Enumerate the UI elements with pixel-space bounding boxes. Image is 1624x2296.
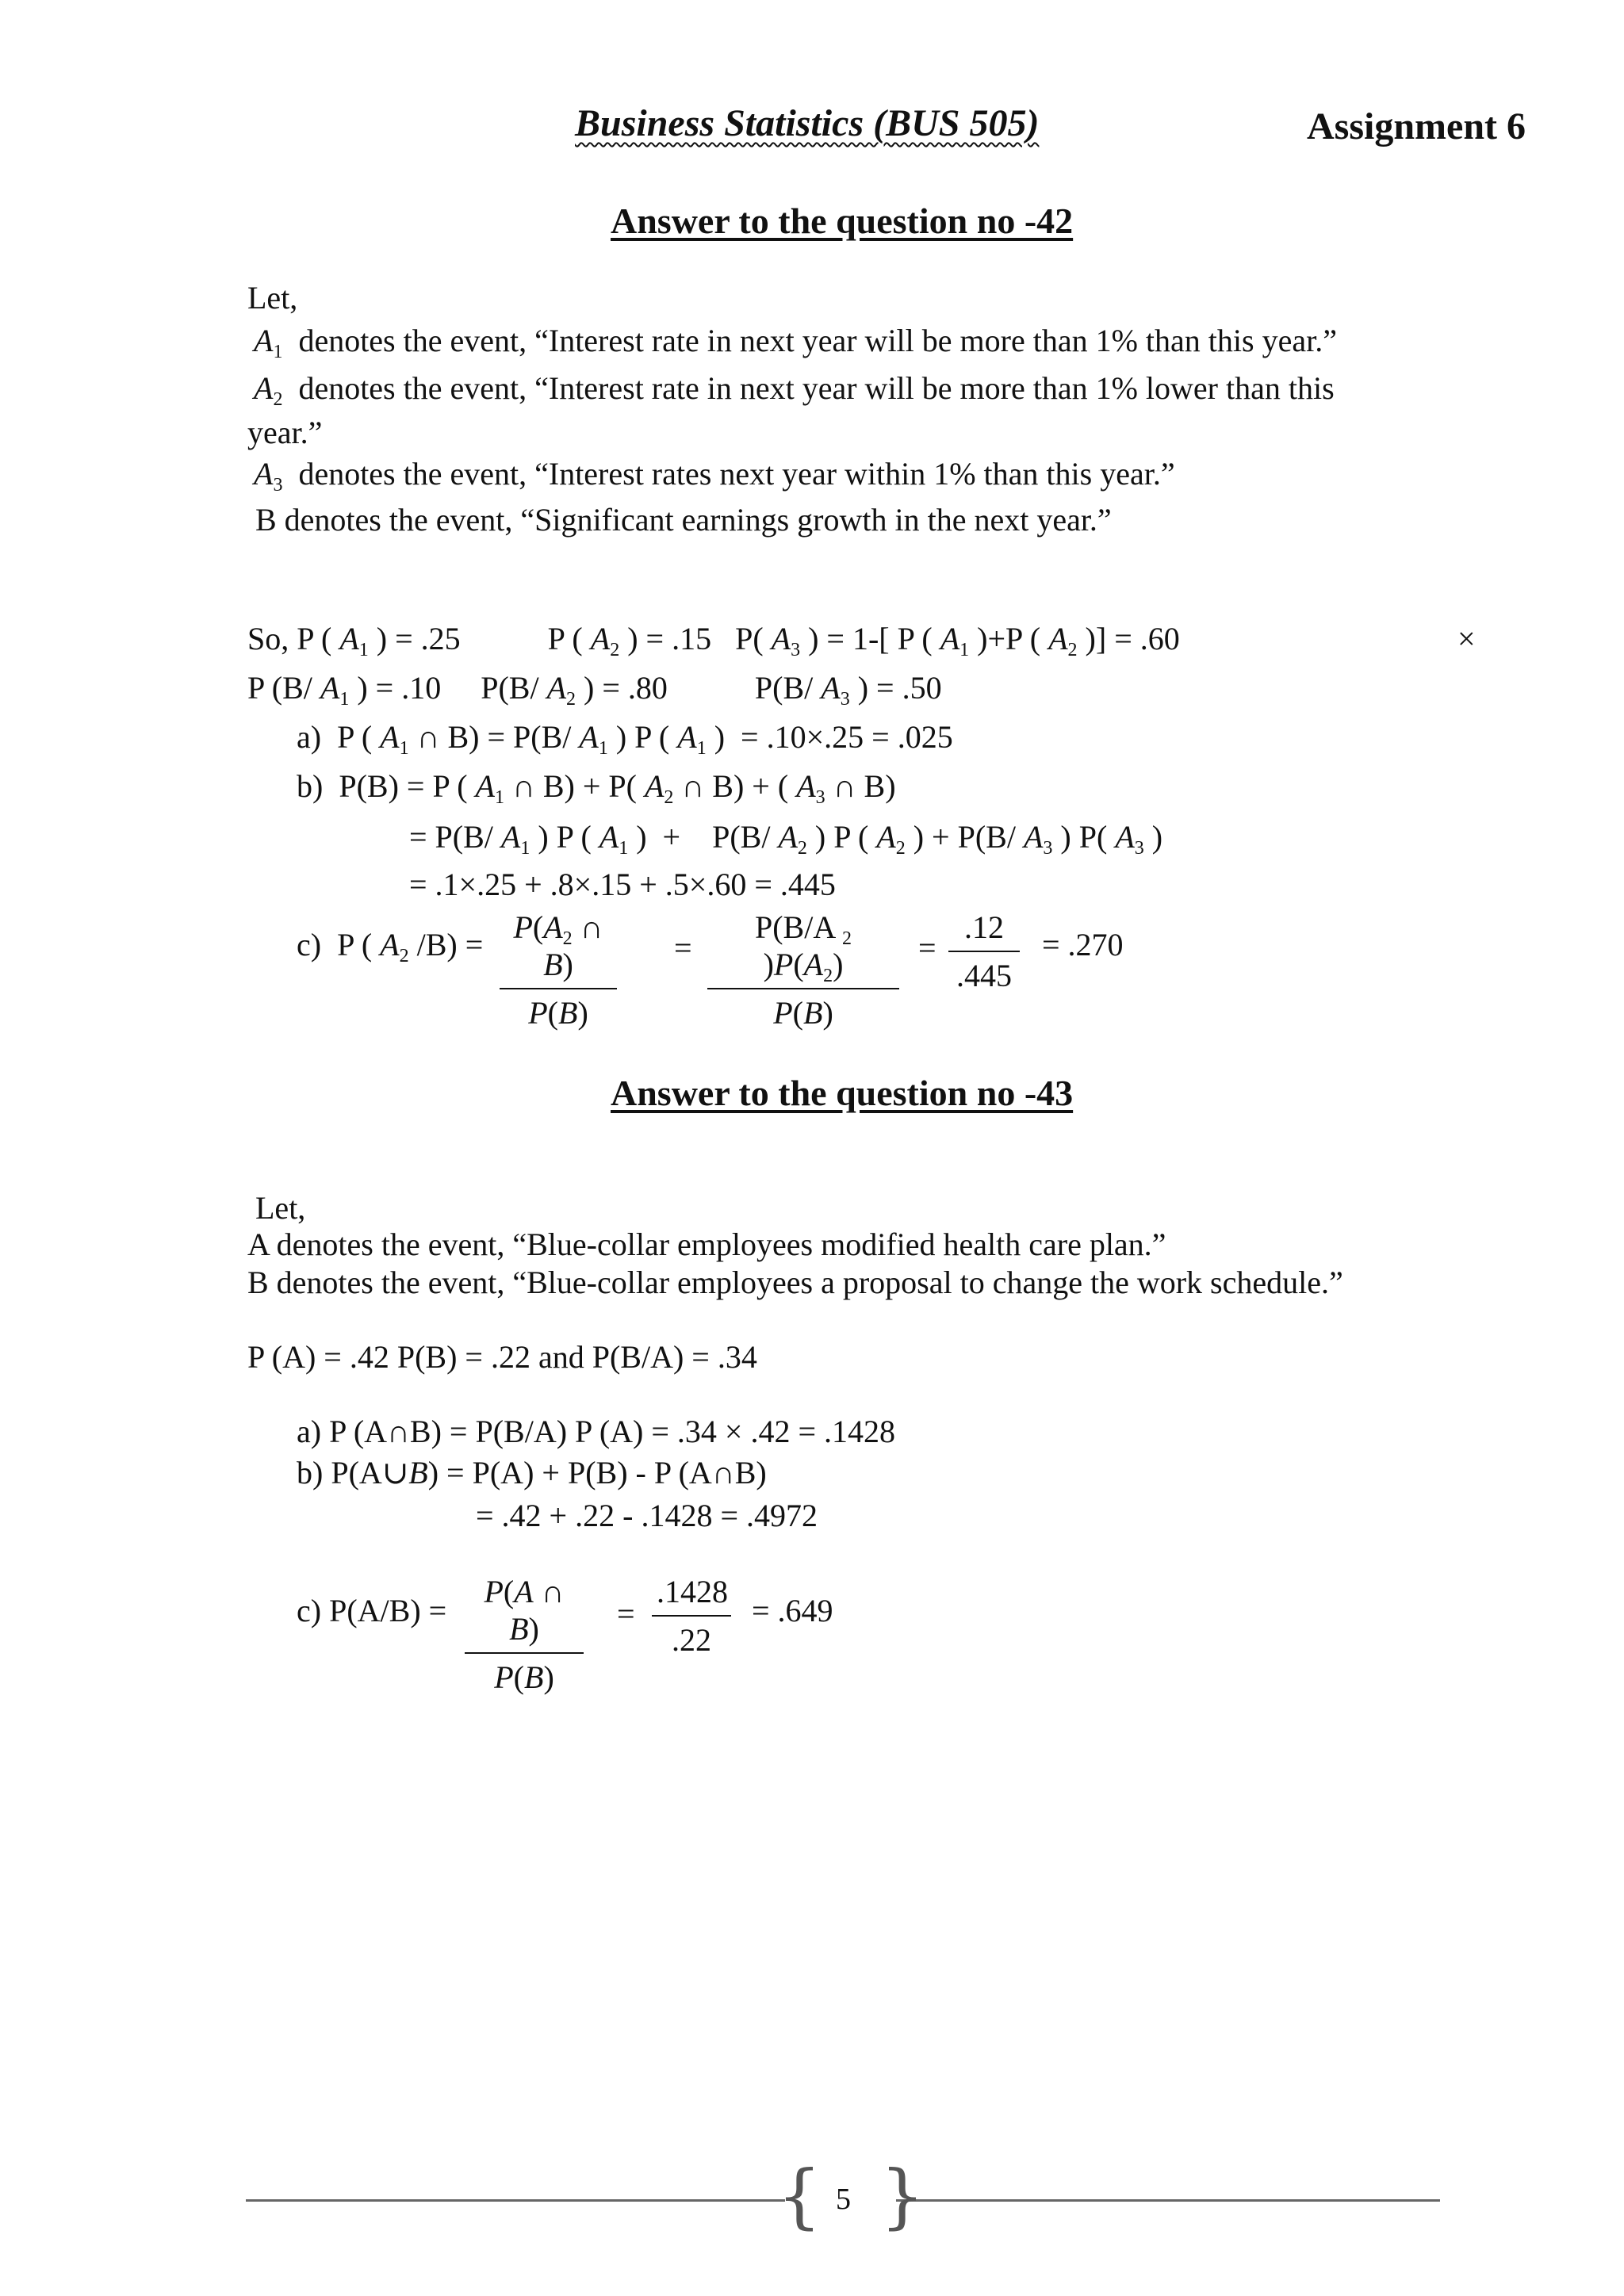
footer-rule-right (896, 2199, 1440, 2202)
q43-a-def: A denotes the event, “Blue-collar employees modified health care plan.” (247, 1226, 1166, 1262)
left-brace-icon: { (777, 2155, 822, 2237)
q42-a2-def-cont: year.” (247, 415, 323, 450)
q43-c-result: = .649 (752, 1593, 833, 1628)
q42-a2-def: $A_2$ denotes the event, “Interest rate in next year will be more than 1% lower than this (254, 370, 1335, 410)
q42-part-c-label: c) P ( $A_2$ /B) = (297, 927, 484, 966)
q42-b-def: B denotes the event, “Significant earnings growth in the next year.” (255, 502, 1112, 538)
q43-part-c-label: c) P(A/B) = (297, 1593, 447, 1628)
q42-c-eq2: = (918, 930, 936, 966)
q42-heading: Answer to the question no -42 (611, 201, 1074, 241)
q43-b-def: B denotes the event, “Blue-collar employees a proposal to change the work schedule.” (247, 1265, 1343, 1300)
footer-rule-left (246, 2199, 785, 2202)
q42-c-fraction-2: P(B/A $_2$ )$P(A_2)$ P(B) (707, 909, 899, 1031)
q43-part-b-line2: = .42 + .22 - .1428 = .4972 (476, 1498, 818, 1533)
q43-c-fraction-1: P(A ∩ B) P(B) (465, 1573, 584, 1696)
q42-part-b-line1: b) P(B) = P ( $A_1$ ∩ B) + P( $A_2$ ∩ B) + ( $A_3$ ∩ B) (297, 768, 896, 808)
q42-let: Let, (247, 280, 298, 316)
q42-c-fraction-1: $P(A_2$ ∩ B) P(B) (500, 909, 617, 1031)
q42-c-eq1: = (674, 930, 692, 966)
q42-prob-line2: P (B/ $A_1$ ) = .10 P(B/ $A_2$ ) = .80 P(B/ $A_3$ ) = .50 (247, 670, 942, 710)
q42-a3-def: $A_3$ denotes the event, “Interest rates next year within 1% than this year.” (254, 456, 1175, 496)
close-icon: × (1457, 621, 1476, 656)
q42-a1-def: $A_1$ denotes the event, “Interest rate in next year will be more than 1% than this year.” (254, 323, 1337, 362)
right-brace-icon: } (880, 2155, 925, 2237)
q43-probabilities: P (A) = .42 P(B) = .22 and P(B/A) = .34 (247, 1339, 757, 1375)
q42-part-b-line2: = P(B/ $A_1$ ) P ( $A_1$ ) + P(B/ $A_2$ ) P ( $A_2$ ) + P(B/ $A_3$ ) P( $A_3$ ) (409, 819, 1163, 859)
assignment-label: Assignment 6 (1307, 105, 1526, 147)
course-title: Business Statistics (BUS 505) (575, 102, 1040, 144)
q42-c-result: = .270 (1042, 927, 1124, 962)
q43-part-a: a) P (A∩B) = P(B/A) P (A) = .34 × .42 = .1428 (297, 1414, 896, 1449)
q43-c-eq: = (617, 1596, 635, 1632)
q42-part-a: a) P ( $A_1$ ∩ B) = P(B/ $A_1$ ) P ( $A_1$ ) = .10×.25 = .025 (297, 719, 953, 759)
q42-c-fraction-3: .12 .445 (948, 909, 1020, 994)
q42-part-b-line3: = .1×.25 + .8×.15 + .5×.60 = .445 (409, 867, 836, 902)
page-number: 5 (836, 2183, 851, 2216)
q43-c-fraction-2: .1428 .22 (652, 1573, 731, 1659)
q43-heading: Answer to the question no -43 (611, 1073, 1074, 1113)
q43-let: Let, (255, 1190, 306, 1226)
q43-part-b-line1: b) P(A∪B) = P(A) + P(B) - P (A∩B) (297, 1455, 767, 1490)
q42-prob-line1: So, P ( $A_1$ ) = .25 P ( $A_2$ ) = .15 P( $A_3$ ) = 1-[ P ( $A_1$ )+P ( $A_2$ )] = .60 (247, 621, 1180, 660)
